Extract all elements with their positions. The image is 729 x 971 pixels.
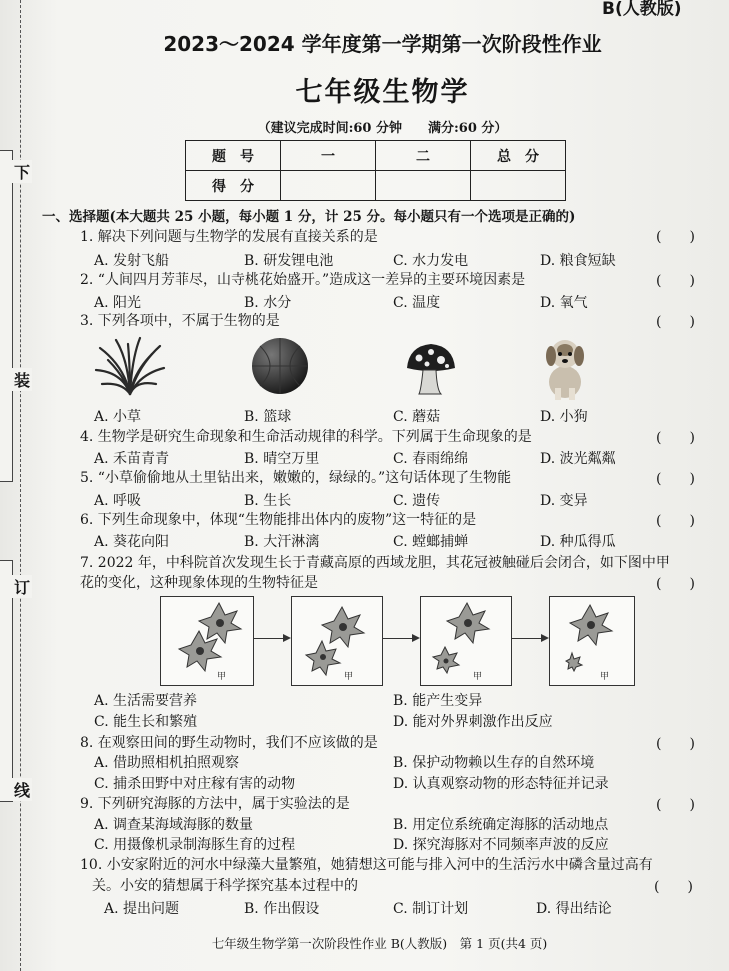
arrow-icon	[511, 638, 547, 639]
option[interactable]: B. 研发锂电池	[244, 253, 334, 269]
answer-blank[interactable]: ( )	[656, 273, 695, 289]
option[interactable]: D. 得出结论	[536, 901, 612, 917]
option[interactable]: D. 小狗	[540, 409, 588, 425]
option[interactable]: A. 葵花向阳	[94, 534, 170, 550]
option[interactable]: A. 发射飞船	[94, 253, 170, 269]
figure-label: 甲	[344, 672, 354, 682]
answer-blank[interactable]: ( )	[654, 879, 693, 895]
gentian-flower-image	[550, 597, 634, 685]
page-footer: 七年级生物学第一次阶段性作业 B(人教版) 第 1 页(共4 页)	[211, 936, 548, 951]
edition-label: B(人教版)	[602, 0, 682, 19]
binding-margin	[0, 0, 48, 971]
score-header-cell: 一	[281, 141, 376, 171]
score-table	[185, 140, 566, 201]
option[interactable]: C. 螳螂捕蝉	[393, 534, 469, 550]
grass-image	[94, 336, 166, 396]
option[interactable]: D. 探究海豚对不同频率声波的反应	[393, 837, 609, 853]
option[interactable]: D. 变异	[540, 493, 588, 509]
option[interactable]: D. 波光粼粼	[540, 451, 616, 467]
question-stem-cont: 花的变化，这种现象体现的生物特征是	[80, 575, 318, 591]
answer-blank[interactable]: ( )	[656, 430, 695, 446]
option[interactable]: C. 蘑菇	[393, 409, 441, 425]
option[interactable]: D. 种瓜得瓜	[540, 534, 616, 550]
option[interactable]: C. 能生长和繁殖	[94, 714, 198, 730]
option[interactable]: D. 能对外界刺激作出反应	[393, 714, 553, 730]
gentian-flower-image	[421, 597, 511, 685]
figure-label: 甲	[473, 672, 483, 682]
option[interactable]: B. 保护动物赖以生存的自然环境	[393, 755, 595, 771]
option[interactable]: C. 春雨绵绵	[393, 451, 469, 467]
flower-stage-1	[160, 596, 254, 686]
flower-stage-2	[291, 596, 383, 686]
option[interactable]: C. 用摄像机录制海豚生育的过程	[94, 837, 296, 853]
option[interactable]: B. 篮球	[244, 409, 292, 425]
exam-title: 2023～2024 学年度第一学期第一次阶段性作业	[163, 32, 602, 56]
question-stem-cont: 关。小安的猜想属于科学探究基本过程中的	[92, 878, 358, 894]
question-stem: 3. 下列各项中，不属于生物的是	[80, 313, 280, 329]
arrow-icon	[382, 638, 418, 639]
question-stem: 5. “小草偷偷地从土里钻出来，嫩嫩的，绿绿的。”这句话体现了生物能	[80, 470, 512, 486]
question-stem: 8. 在观察田间的野生动物时，我们不应该做的是	[80, 735, 378, 751]
answer-blank[interactable]: ( )	[656, 576, 695, 592]
answer-blank[interactable]: ( )	[656, 471, 695, 487]
option[interactable]: C. 温度	[393, 295, 441, 311]
option[interactable]: A. 阳光	[94, 295, 142, 311]
option[interactable]: B. 作出假设	[244, 901, 320, 917]
figure-label: 甲	[600, 672, 610, 682]
option[interactable]: B. 水分	[244, 295, 292, 311]
arrow-icon	[253, 638, 289, 639]
question-stem: 10. 小安家附近的河水中绿藻大量繁殖，她猜想这可能与排入河中的生活污水中磷含量过高有	[80, 857, 653, 873]
question-stem: 7. 2022 年，中科院首次发现生长于青藏高原的西域龙胆，其花冠被触碰后会闭合，如下图中甲	[80, 555, 670, 571]
option[interactable]: B. 大汗淋漓	[244, 534, 320, 550]
option[interactable]: A. 提出问题	[104, 901, 180, 917]
answer-blank[interactable]: ( )	[656, 229, 695, 245]
option[interactable]: A. 调查某海域海豚的数量	[94, 817, 254, 833]
score-header-cell: 二	[376, 141, 471, 171]
option[interactable]: C. 捕杀田野中对庄稼有害的动物	[94, 776, 296, 792]
answer-blank[interactable]: ( )	[656, 314, 695, 330]
section-heading: 一、选择题(本大题共 25 小题，每小题 1 分，计 25 分。每小题只有一个选项是正确的)	[42, 209, 576, 225]
option[interactable]: B. 用定位系统确定海豚的活动地点	[393, 817, 609, 833]
score-header-cell: 总 分	[471, 141, 566, 171]
option[interactable]: D. 氧气	[540, 295, 588, 311]
option[interactable]: A. 禾苗青青	[94, 451, 170, 467]
basketball-image	[250, 336, 310, 396]
binding-dashed-line	[20, 0, 21, 971]
binding-char: 装	[12, 368, 32, 391]
flower-stage-3	[420, 596, 512, 686]
binding-char: 下	[12, 160, 32, 183]
figure-label: 甲	[217, 672, 227, 682]
answer-blank[interactable]: ( )	[656, 736, 695, 752]
question-stem: 4. 生物学是研究生命现象和生命活动规律的科学。下列属于生命现象的是	[80, 429, 532, 445]
gentian-flower-image	[161, 597, 253, 685]
option[interactable]: A. 借助照相机拍照观察	[94, 755, 240, 771]
flower-stage-4	[549, 596, 635, 686]
option[interactable]: A. 小草	[94, 409, 142, 425]
question-stem: 9. 下列研究海豚的方法中，属于实验法的是	[80, 796, 350, 812]
question-stem: 1. 解决下列问题与生物学的发展有直接关系的是	[80, 229, 378, 245]
score-blank-cell[interactable]	[281, 171, 376, 201]
option[interactable]: D. 粮食短缺	[540, 253, 616, 269]
mushroom-image	[403, 342, 459, 396]
option[interactable]: A. 呼吸	[94, 493, 142, 509]
subject-title: 七年级生物学	[295, 77, 470, 108]
binding-tab	[0, 150, 13, 482]
puppy-image	[540, 334, 590, 400]
score-label-cell: 得 分	[186, 171, 281, 201]
exam-meta: （建议完成时间:60 分钟 满分:60 分）	[257, 121, 508, 136]
answer-blank[interactable]: ( )	[656, 513, 695, 529]
option[interactable]: C. 遗传	[393, 493, 441, 509]
option[interactable]: A. 生活需要营养	[94, 693, 198, 709]
option[interactable]: B. 晴空万里	[244, 451, 320, 467]
question-stem: 2. “人间四月芳菲尽，山寺桃花始盛开。”造成这一差异的主要环境因素是	[80, 272, 526, 288]
score-blank-cell[interactable]	[376, 171, 471, 201]
option[interactable]: B. 能产生变异	[393, 693, 483, 709]
binding-char: 线	[12, 778, 32, 801]
gentian-flower-image	[292, 597, 382, 685]
option[interactable]: D. 认真观察动物的形态特征并记录	[393, 776, 609, 792]
option[interactable]: C. 制订计划	[393, 901, 469, 917]
score-header-cell: 题 号	[186, 141, 281, 171]
binding-char: 订	[12, 575, 32, 598]
answer-blank[interactable]: ( )	[656, 797, 695, 813]
score-blank-cell[interactable]	[471, 171, 566, 201]
option[interactable]: C. 水力发电	[393, 253, 469, 269]
question-stem: 6. 下列生命现象中，体现“生物能排出体内的废物”这一特征的是	[80, 512, 477, 528]
option[interactable]: B. 生长	[244, 493, 292, 509]
